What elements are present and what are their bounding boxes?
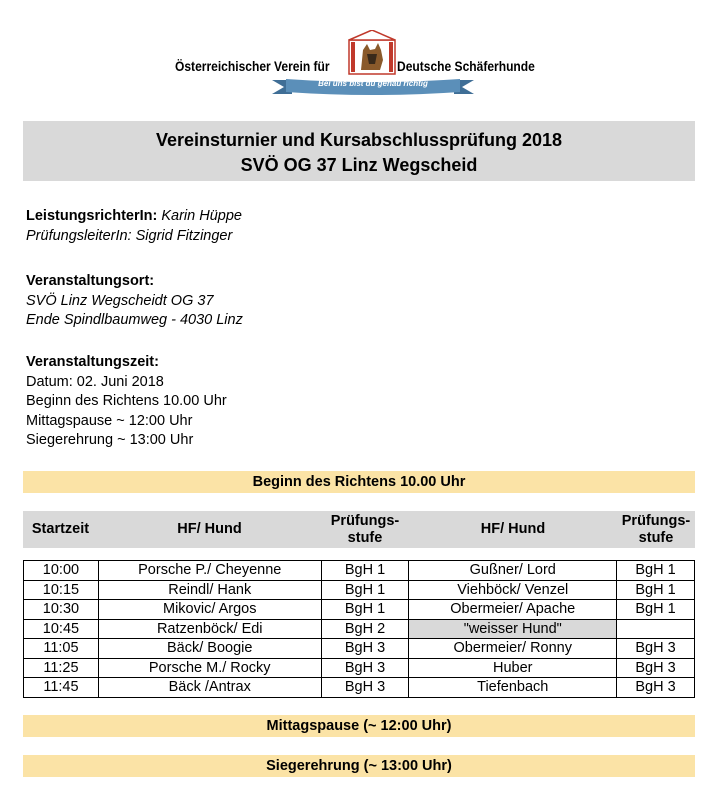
schedule-header [23,511,695,548]
cell-level1: BgH 3 [321,639,409,659]
judging-start: Beginn des Richtens 10.00 Uhr [26,393,227,409]
event-date: Datum: 02. Juni 2018 [26,373,164,390]
cell-level1: BgH 2 [321,619,409,639]
header-level-1 [321,513,409,547]
cell-level2: BgH 1 [617,561,695,581]
header-level-1-b: stufe [347,530,383,546]
cell-hf1: Mikovic/ Argos [98,600,321,620]
exam-leader: PrüfungsleiterIn: Sigrid Fitzinger [26,227,233,244]
cell-hf2: Gußner/ Lord [409,561,617,581]
judge-block [26,207,242,246]
table-row [24,619,695,639]
header-hf-hund-2: HF/ Hund [480,521,546,537]
cell-hf2: Viehböck/ Venzel [409,580,617,600]
cell-time: 11:45 [24,678,99,698]
ceremony-time: Siegerehrung ~ 13:00 Uhr [26,432,194,448]
schedule-table [23,560,695,698]
cell-level1: BgH 3 [321,678,409,698]
cell-level1: BgH 1 [321,561,409,581]
cell-level1: BgH 1 [321,600,409,620]
title-box [23,121,695,181]
cell-level2: BgH 1 [617,600,695,620]
venue-block [26,272,243,331]
dog-logo [347,30,397,76]
cell-time: 11:25 [24,658,99,678]
cell-hf2: Obermeier/ Apache [409,600,617,620]
cell-hf2: Tiefenbach [409,678,617,698]
cell-hf1: Ratzenböck/ Edi [98,619,321,639]
cell-hf2: Huber [409,658,617,678]
header-level-2-b: stufe [638,530,674,546]
title-line2: SVÖ OG 37 Linz Wegscheid [240,155,478,175]
cell-hf1: Bäck /Antrax [98,678,321,698]
cell-hf1: Porsche P./ Cheyenne [98,561,321,581]
cell-level2: BgH 3 [617,658,695,678]
table-row [24,658,695,678]
venue-line2: Ende Spindlbaumweg - 4030 Linz [26,312,243,328]
time-block [26,353,227,451]
cell-level1: BgH 1 [321,580,409,600]
table-row [24,580,695,600]
band-judging-start: Beginn des Richtens 10.00 Uhr [23,471,695,493]
header-level-2 [617,513,695,547]
cell-hf2: "weisser Hund" [409,619,617,639]
table-row [24,678,695,698]
slogan-text: Bei uns bist du genau richtig [318,79,428,88]
lunch-time: Mittagspause ~ 12:00 Uhr [26,412,193,429]
judge-name: Karin Hüppe [161,208,242,224]
time-label: Veranstaltungszeit: [26,354,159,370]
title-line1: Vereinsturnier und Kursabschlussprüfung 2018 [155,130,563,150]
header [0,28,720,98]
table-row [24,561,695,581]
band-ceremony: Siegerehrung (~ 13:00 Uhr) [23,755,695,777]
table-row [24,639,695,659]
venue-label: Veranstaltungsort: [26,273,155,289]
cell-time: 10:30 [24,600,99,620]
cell-hf1: Bäck/ Boogie [98,639,321,659]
cell-hf1: Reindl/ Hank [98,580,321,600]
judge-label: LeistungsrichterIn: [26,208,158,224]
org-name-left: Österreichischer Verein für [175,58,330,74]
header-level-2-a: Prüfungs- [621,513,691,529]
cell-time: 10:45 [24,619,99,639]
band-lunch: Mittagspause (~ 12:00 Uhr) [23,715,695,737]
header-hf-hund-1: HF/ Hund [177,521,242,537]
header-time: Startzeit [31,521,90,537]
cell-level2 [617,619,695,639]
header-level-1-a: Prüfungs- [330,513,400,529]
cell-hf2: Obermeier/ Ronny [409,639,617,659]
cell-level2: BgH 3 [617,678,695,698]
cell-level1: BgH 3 [321,658,409,678]
org-name-right: Deutsche Schäferhunde [397,58,535,74]
cell-time: 10:00 [24,561,99,581]
venue-line1: SVÖ Linz Wegscheidt OG 37 [26,292,214,309]
cell-time: 10:15 [24,580,99,600]
cell-time: 11:05 [24,639,99,659]
cell-hf1: Porsche M./ Rocky [98,658,321,678]
table-row [24,600,695,620]
cell-level2: BgH 1 [617,580,695,600]
cell-level2: BgH 3 [617,639,695,659]
